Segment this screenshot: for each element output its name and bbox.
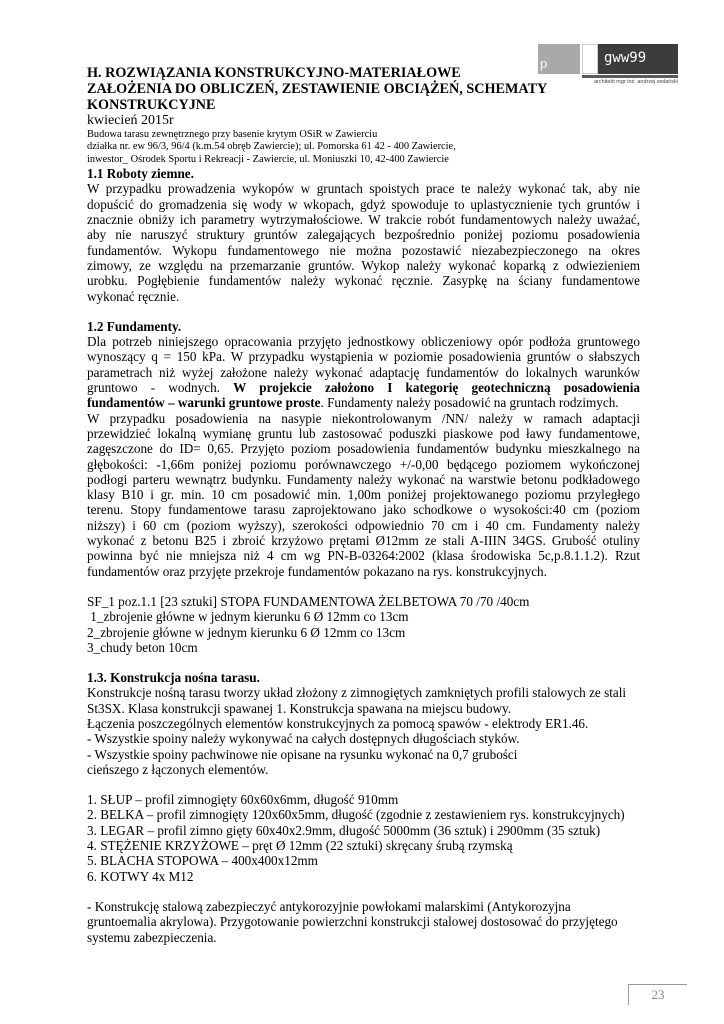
text-normal: gruntowo - wodnych.	[87, 380, 220, 396]
paragraph-line-mixed	[87, 380, 640, 395]
paragraph-line: podłogi parteru wewnątrz budynku. Fundamenty należy wykonać na warstwie betonu podkładowego	[87, 471, 640, 487]
document-title-line-1: H. ROZWIĄZANIA KONSTRUKCYJNO-MATERIAŁOWE	[87, 65, 461, 81]
paragraph-line: urobku. Pogłębienie fundamentów należy wykonać ręcznie. Zasypkę na ściany fundamentowe	[87, 273, 640, 289]
paragraph-line: przewidzieć lokalną wymianę gruntu lub zastosować poduszki piaskowe pod ławy fundamentowe,	[87, 425, 640, 441]
logo-brand-text: gww99	[604, 50, 647, 66]
text-bold: W projekcie założono I kategorię geotechniczną posadowienia	[233, 380, 640, 396]
paragraph-line: wykonać ręcznie.	[87, 288, 180, 304]
section-heading-structure: 1.3. Konstrukcja nośna tarasu.	[87, 670, 260, 686]
footing-spec-item: 3_chudy beton 10cm	[87, 639, 198, 655]
paragraph-line: zimowy, ze względu na przemarzanie gruntów. Wykop należy wykonać koparką z odwiezieniem	[87, 257, 640, 273]
paragraph-line: niższy) i 60 cm (poziom wyższy), szerokości odpowiednio 70 cm i 40 cm. Fundamenty należy	[87, 517, 640, 533]
page-number: 23	[628, 984, 687, 1005]
document-body	[87, 66, 640, 945]
paragraph-line: St3SX. Klasa konstrukcji spawanej 1. Konstrukcja spawana na miejscu budowy.	[87, 700, 511, 716]
paragraph-line: aby nie naruszyć struktury gruntów zalegających bezpośrednio poniżej poziomu posadowienia	[87, 227, 640, 243]
paragraph-line: dopuścić do gromadzenia się wody w wkopach, gdyż spowoduje to uplastycznienie tych gruntów i	[87, 196, 640, 212]
paragraph-line: - Wszystkie spoiny pachwinowe nie opisane na rysunku wykonać na 0,7 grubości	[87, 746, 518, 762]
paragraph-line: parametrach niż wyżej założone należy wykonać adaptację fundamentów do lokalnych warunków	[87, 364, 640, 380]
paragraph-line: Łączenia poszczególnych elementów konstrukcyjnych za pomocą spawów - elektrody ER1.46.	[87, 715, 589, 731]
paragraph-line: fundamentów oraz przyjęte przekroje fundamentów pokazano na rys. konstrukcyjnych.	[87, 563, 547, 579]
paragraph-line: cieńszego z łączonych elementów.	[87, 761, 269, 777]
project-info-line-2: działka nr. ew 96/3, 96/4 (k.m.54 obręb Zawiercie); ul. Pomorska 61 42 - 400 Zawiercie,	[87, 141, 456, 153]
paragraph-line: klasy B10 i gr. min. 10 cm posadowić min. 1,00m poniżej projektowanego poziomu przyległego	[87, 487, 640, 503]
logo-letter: p	[540, 56, 548, 71]
element-list-item: 6. KOTWY 4x M12	[87, 868, 194, 884]
paragraph-line: wykonać z betonu B25 i zbroić krzyżowo prętami Ø12mm ze stali A-IIIN 34GS. Grubość otuliny	[87, 533, 640, 549]
element-list-item: 1. SŁUP – profil zimnogięty 60x60x6mm, długość 910mm	[87, 792, 399, 808]
document-title-line-2: ZAŁOŻENIA DO OBLICZEŃ, ZESTAWIENIE OBCIĄŻEŃ, SCHEMATY	[87, 80, 548, 97]
footing-spec-title: SF_1 poz.1.1 [23 sztuki] STOPA FUNDAMENTOWA ŻELBETOWA 70 /70 /40cm	[87, 593, 530, 609]
document-title-line-3: KONSTRUKCYJNE	[87, 96, 216, 113]
paragraph-line: głębokości: -1,66m poniżej poziomu porównawczego +/-0,00 będącego poziomem wykończonej	[87, 456, 640, 472]
paragraph-line: zagęszczone do ID= 0,65. Przyjęto poziom posadowienia fundamentów budynku mieszkalnego na	[87, 441, 640, 457]
text-normal: . Fundamenty należy posadowić na gruntach rodzimych.	[320, 395, 619, 411]
footing-spec-item: 1_zbrojenie główne w jednym kierunku 6 Ø 12mm co 13cm	[87, 609, 409, 625]
paragraph-line: terenu. Stopy fundamentowe tarasu zaprojektowano jako schodkowe o wysokości:40 cm (poziom	[87, 502, 640, 518]
element-list-item: 4. STĘŻENIE KRZYŻOWE – pręt Ø 12mm (22 sztuki) skręcany śrubą rzymską	[87, 838, 513, 854]
paragraph-line: Konstrukcje nośną tarasu tworzy układ złożony z zimnogiętych zamkniętych profili stalowych ze stali	[87, 685, 627, 701]
logo-tagline: architekt mgr inż. andrzej wolański	[593, 79, 678, 85]
paragraph-line: znacznie obniży ich parametry wytrzymałościowe. W trakcie robót fundamentowych należy uważać,	[87, 212, 640, 228]
element-list-item: 3. LEGAR – profil zimno gięty 60x40x2.9mm, długość 5000mm (36 sztuk) i 2900mm (35 sztuk)	[87, 822, 601, 838]
paragraph-line: - Konstrukcję stalową zabezpieczyć antykorozyjnie powłokami malarskimi (Antykorozyjna	[87, 898, 571, 914]
paragraph-line: wynoszący q = 150 kPa. W przypadku wystąpienia w poziomie posadowienia gruntów o słabszych	[87, 349, 640, 365]
paragraph-line: W przypadku posadowienia na nasypie niekontrolowanym /NN/ należy w ramach adaptacji	[87, 410, 640, 426]
section-heading-earthworks: 1.1 Roboty ziemne.	[87, 166, 194, 182]
project-info-line-1: Budowa tarasu zewnętrznego przy basenie krytym OSiR w Zawierciu	[87, 128, 378, 140]
paragraph-line: systemu zabezpieczenia.	[87, 929, 217, 945]
paragraph-line-mixed	[87, 395, 640, 410]
paragraph-line: - Wszystkie spoiny należy wykonywać na całych dostępnych długościach styków.	[87, 731, 520, 747]
element-list-item: 5. BLACHA STOPOWA – 400x400x12mm	[87, 853, 318, 869]
project-info-line-3: inwestor_ Ośrodek Sportu i Rekreacji - Zawiercie, ul. Moniuszki 10, 42-400 Zawiercie	[87, 153, 449, 165]
footing-spec-item: 2_zbrojenie główne w jednym kierunku 6 Ø 12mm co 13cm	[87, 624, 406, 640]
paragraph-line: gruntoemalia akrylowa). Przygotowanie powierzchni konstrukcji stalowej dostosować do przyjętego	[87, 914, 618, 930]
section-heading-foundations: 1.2 Fundamenty.	[87, 318, 182, 334]
paragraph-line: Dla potrzeb niniejszego opracowania przyjęto jednostkowy obliczeniowy opór podłoża gruntowego	[87, 334, 640, 350]
paragraph-line: fundamentów. Wykopu fundamentowego nie można pozostawić niezabezpieczonego na okres	[87, 242, 640, 258]
document-date: kwiecień 2015r	[87, 113, 174, 129]
paragraph-line: powinna być nie mniejsza niż 4 cm wg PN-B-03264:2002 (klasa środowiska 5c,p.8.1.1.2). Rzut	[87, 548, 640, 564]
text-bold: fundamentów – warunki gruntowe proste	[87, 395, 321, 411]
paragraph-line: W przypadku prowadzenia wykopów w gruntach spoistych prace te należy wykonać tak, aby nie	[87, 181, 640, 197]
element-list-item: 2. BELKA – profil zimnogięty 120x60x5mm, długość (zgodnie z zestawieniem rys. konstrukcyjnych)	[87, 807, 625, 823]
